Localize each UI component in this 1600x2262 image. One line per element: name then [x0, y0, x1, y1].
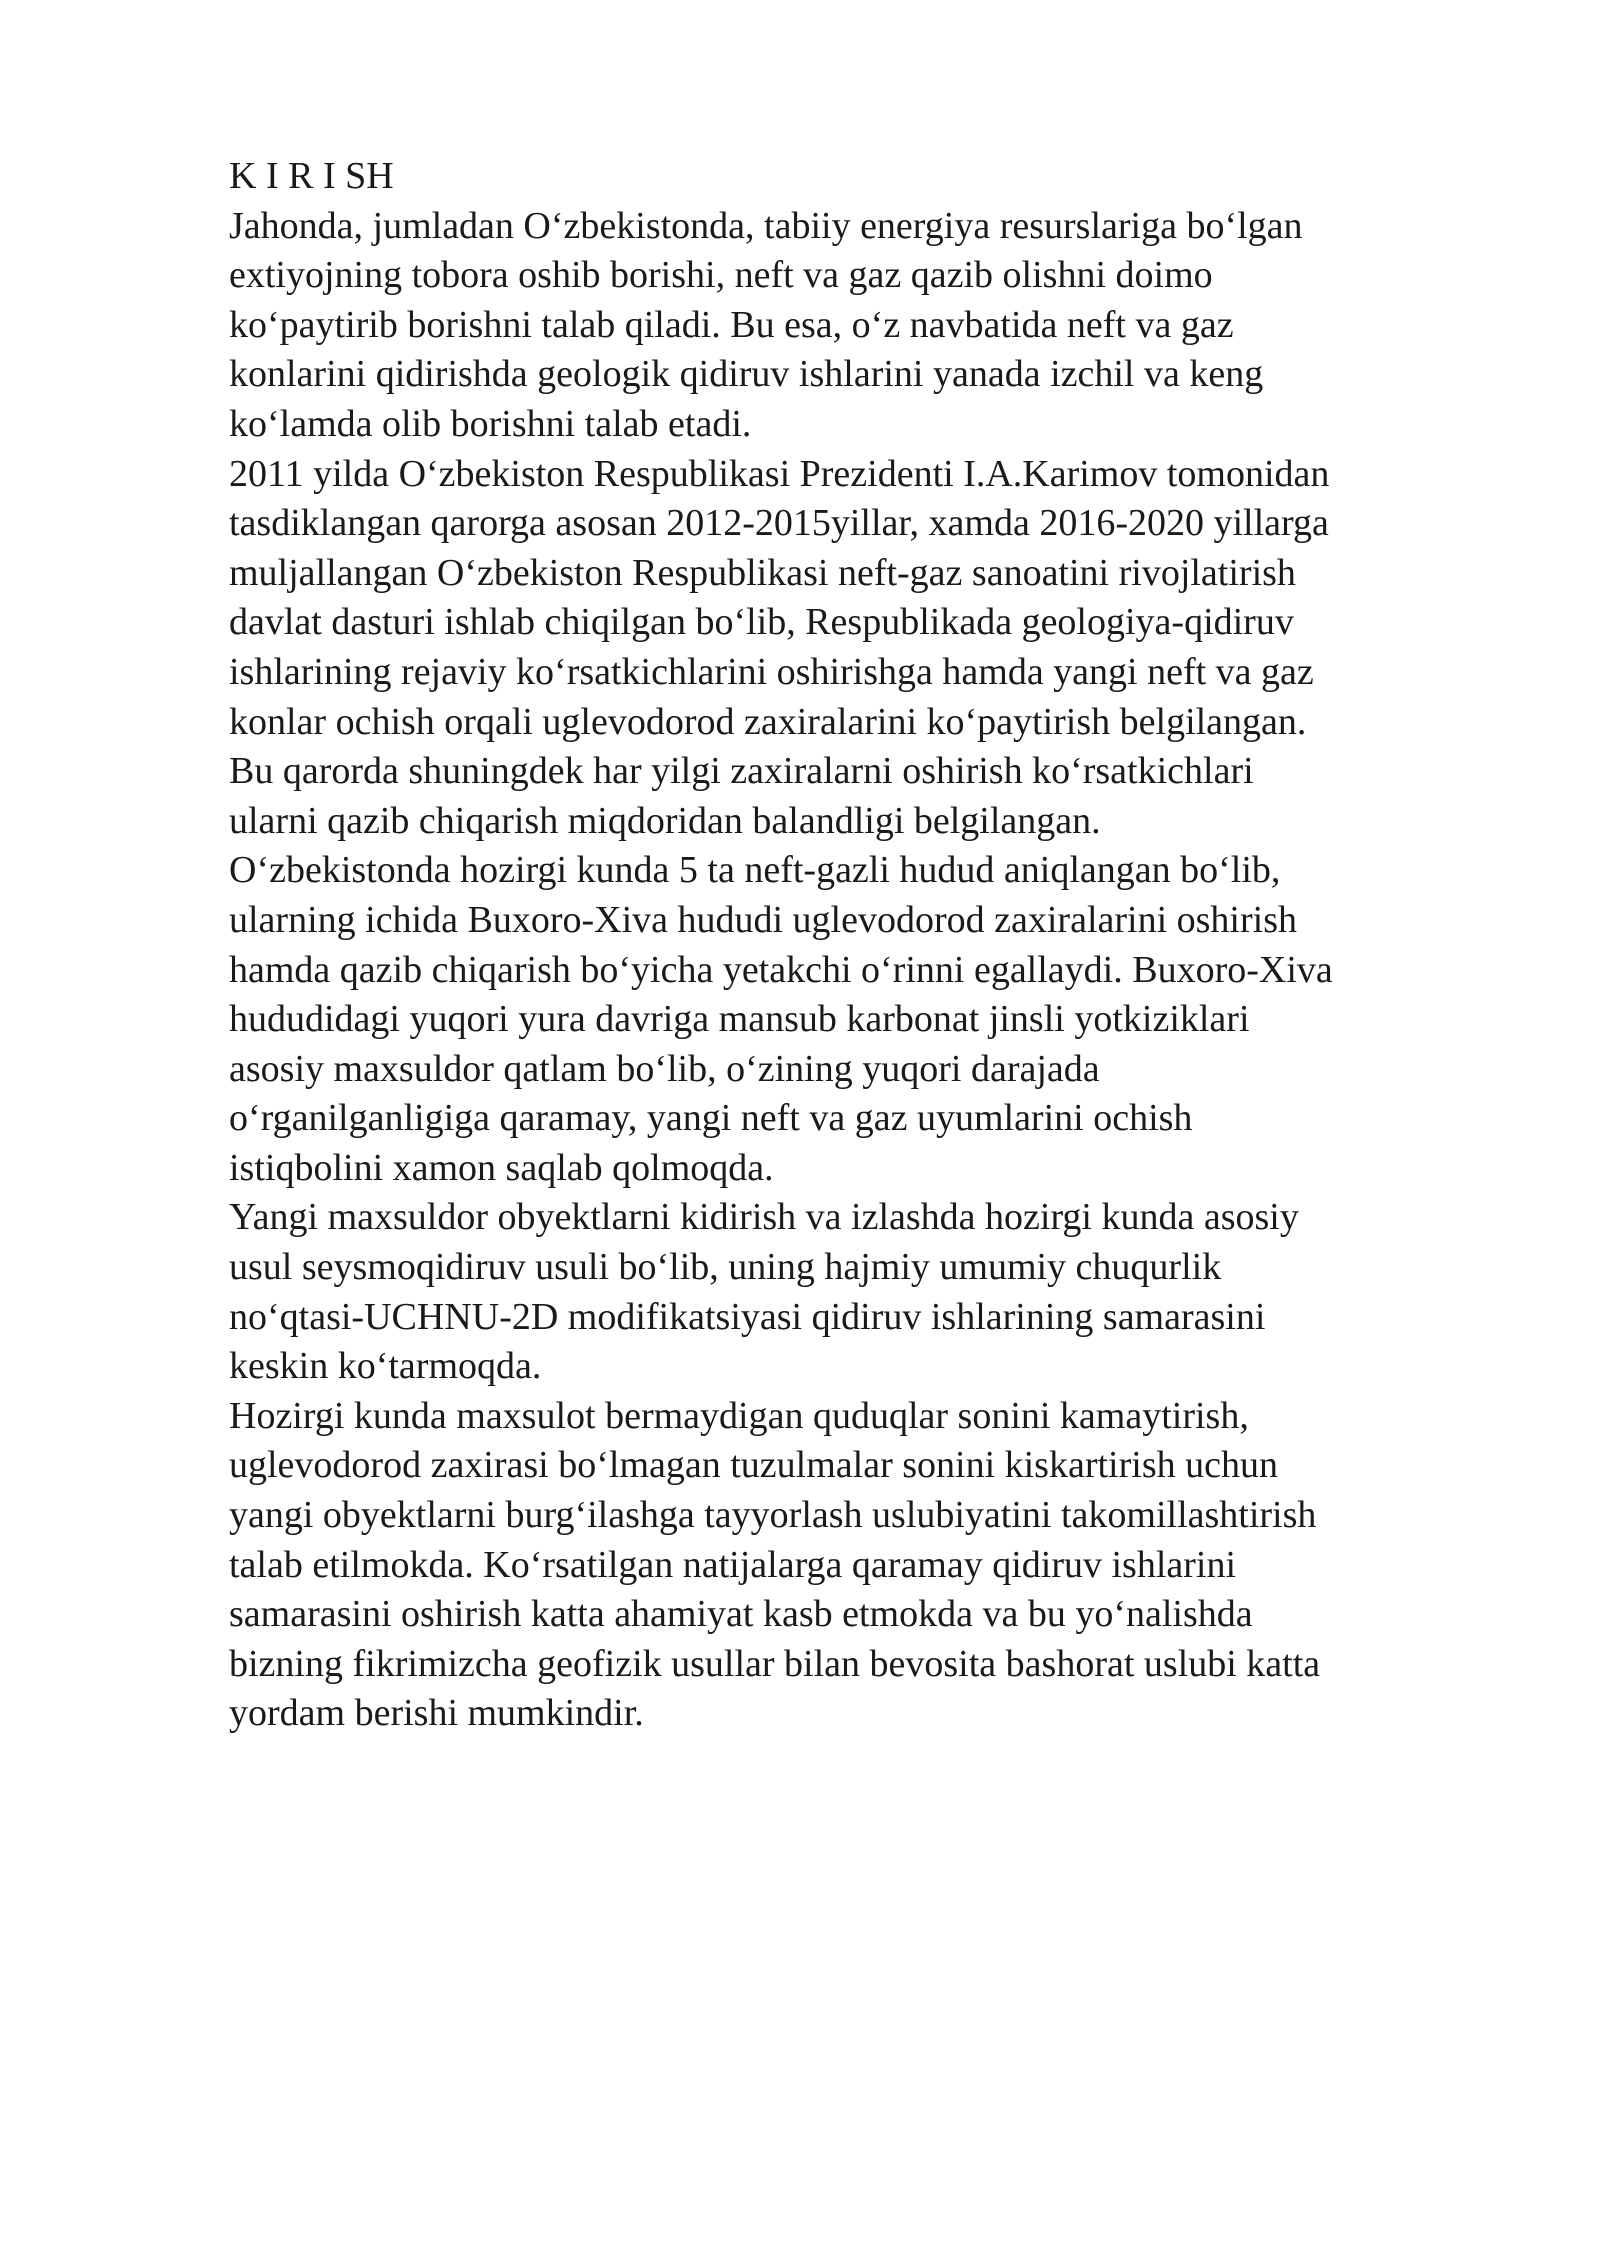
- document-heading: K I R I SH: [229, 155, 394, 197]
- paragraph-5: Hozirgi kunda maxsulot bermaydigan quduqlar sonini kamaytirish, uglevodorod zaxirasi bo‘lmagan tuzulmalar sonini kiskartirish uchun yangi obyektlarni burg‘ilashga tayyorlash uslubiyatini takomillashtirish talab etilmokda. Ko‘rsatilgan natijalarga qaramay qidiruv ishlarini samarasini oshirish katta ahamiyat kasb etmokda va bu yo‘nalishda bizning fikrimizcha geofizik usullar bilan bevosita bashorat uslubi katta yordam berishi mumkindir.: [229, 1394, 1321, 1735]
- paragraph-4: Yangi maxsuldor obyektlarni kidirish va izlashda hozirgi kunda asosiy usul seysmoqidiruv usuli bo‘lib, uning hajmiy umumiy chuqurlik no‘qtasi-UCHNU-2D modifikatsiyasi qidiruv ishlarining samarasini keskin ko‘tarmoqda.: [229, 1196, 1299, 1388]
- paragraph-3: O‘zbekistonda hozirgi kunda 5 ta neft-gazli hudud aniqlangan bo‘lib, ularning ichida Buxoro-Xiva hududi uglevodorod zaxiralarini oshirish hamda qazib chiqarish bo‘yicha yetakchi o‘rinni egallaydi. Buxoro-Xiva hududidagi yuqori yura davriga mansub karbonat jinsli yotkiziklari asosiy maxsuldor qatlam bo‘lib, o‘zining yuqori darajada o‘rganilganligiga qaramay, yangi neft va gaz uyumlarini ochish istiqbolini xamon saqlab qolmoqda.: [229, 849, 1333, 1189]
- document-body: [229, 152, 1509, 1739]
- paragraph-1: Jahonda, jumladan O‘zbekistonda, tabiiy energiya resurslariga bo‘lgan extiyojning tobora oshib borishi, neft va gaz qazib olishni doimo ko‘paytirib borishni talab qiladi. Bu esa, o‘z navbatida neft va gaz konlarini qidirishda geologik qidiruv ishlarini yanada izchil va keng ko‘lamda olib borishni talab etadi.: [229, 204, 1303, 445]
- paragraph-2: 2011 yilda O‘zbekiston Respublikasi Prezidenti I.A.Karimov tomonidan tasdiklangan qarorga asosan 2012-2015yillar, xamda 2016-2020 yillarga muljallangan O‘zbekiston Respublikasi neft-gaz sanoatini rivojlatirish davlat dasturi ishlab chiqilgan bo‘lib, Respublikada geologiya-qidiruv ishlarining rejaviy ko‘rsatkichlarini oshirishga hamda yangi neft va gaz konlar ochish orqali uglevodorod zaxiralarini ko‘paytirish belgilangan. Bu qarorda shuningdek har yilgi zaxiralarni oshirish ko‘rsatkichlari ularni qazib chiqarish miqdoridan balandligi belgilangan.: [229, 452, 1330, 842]
